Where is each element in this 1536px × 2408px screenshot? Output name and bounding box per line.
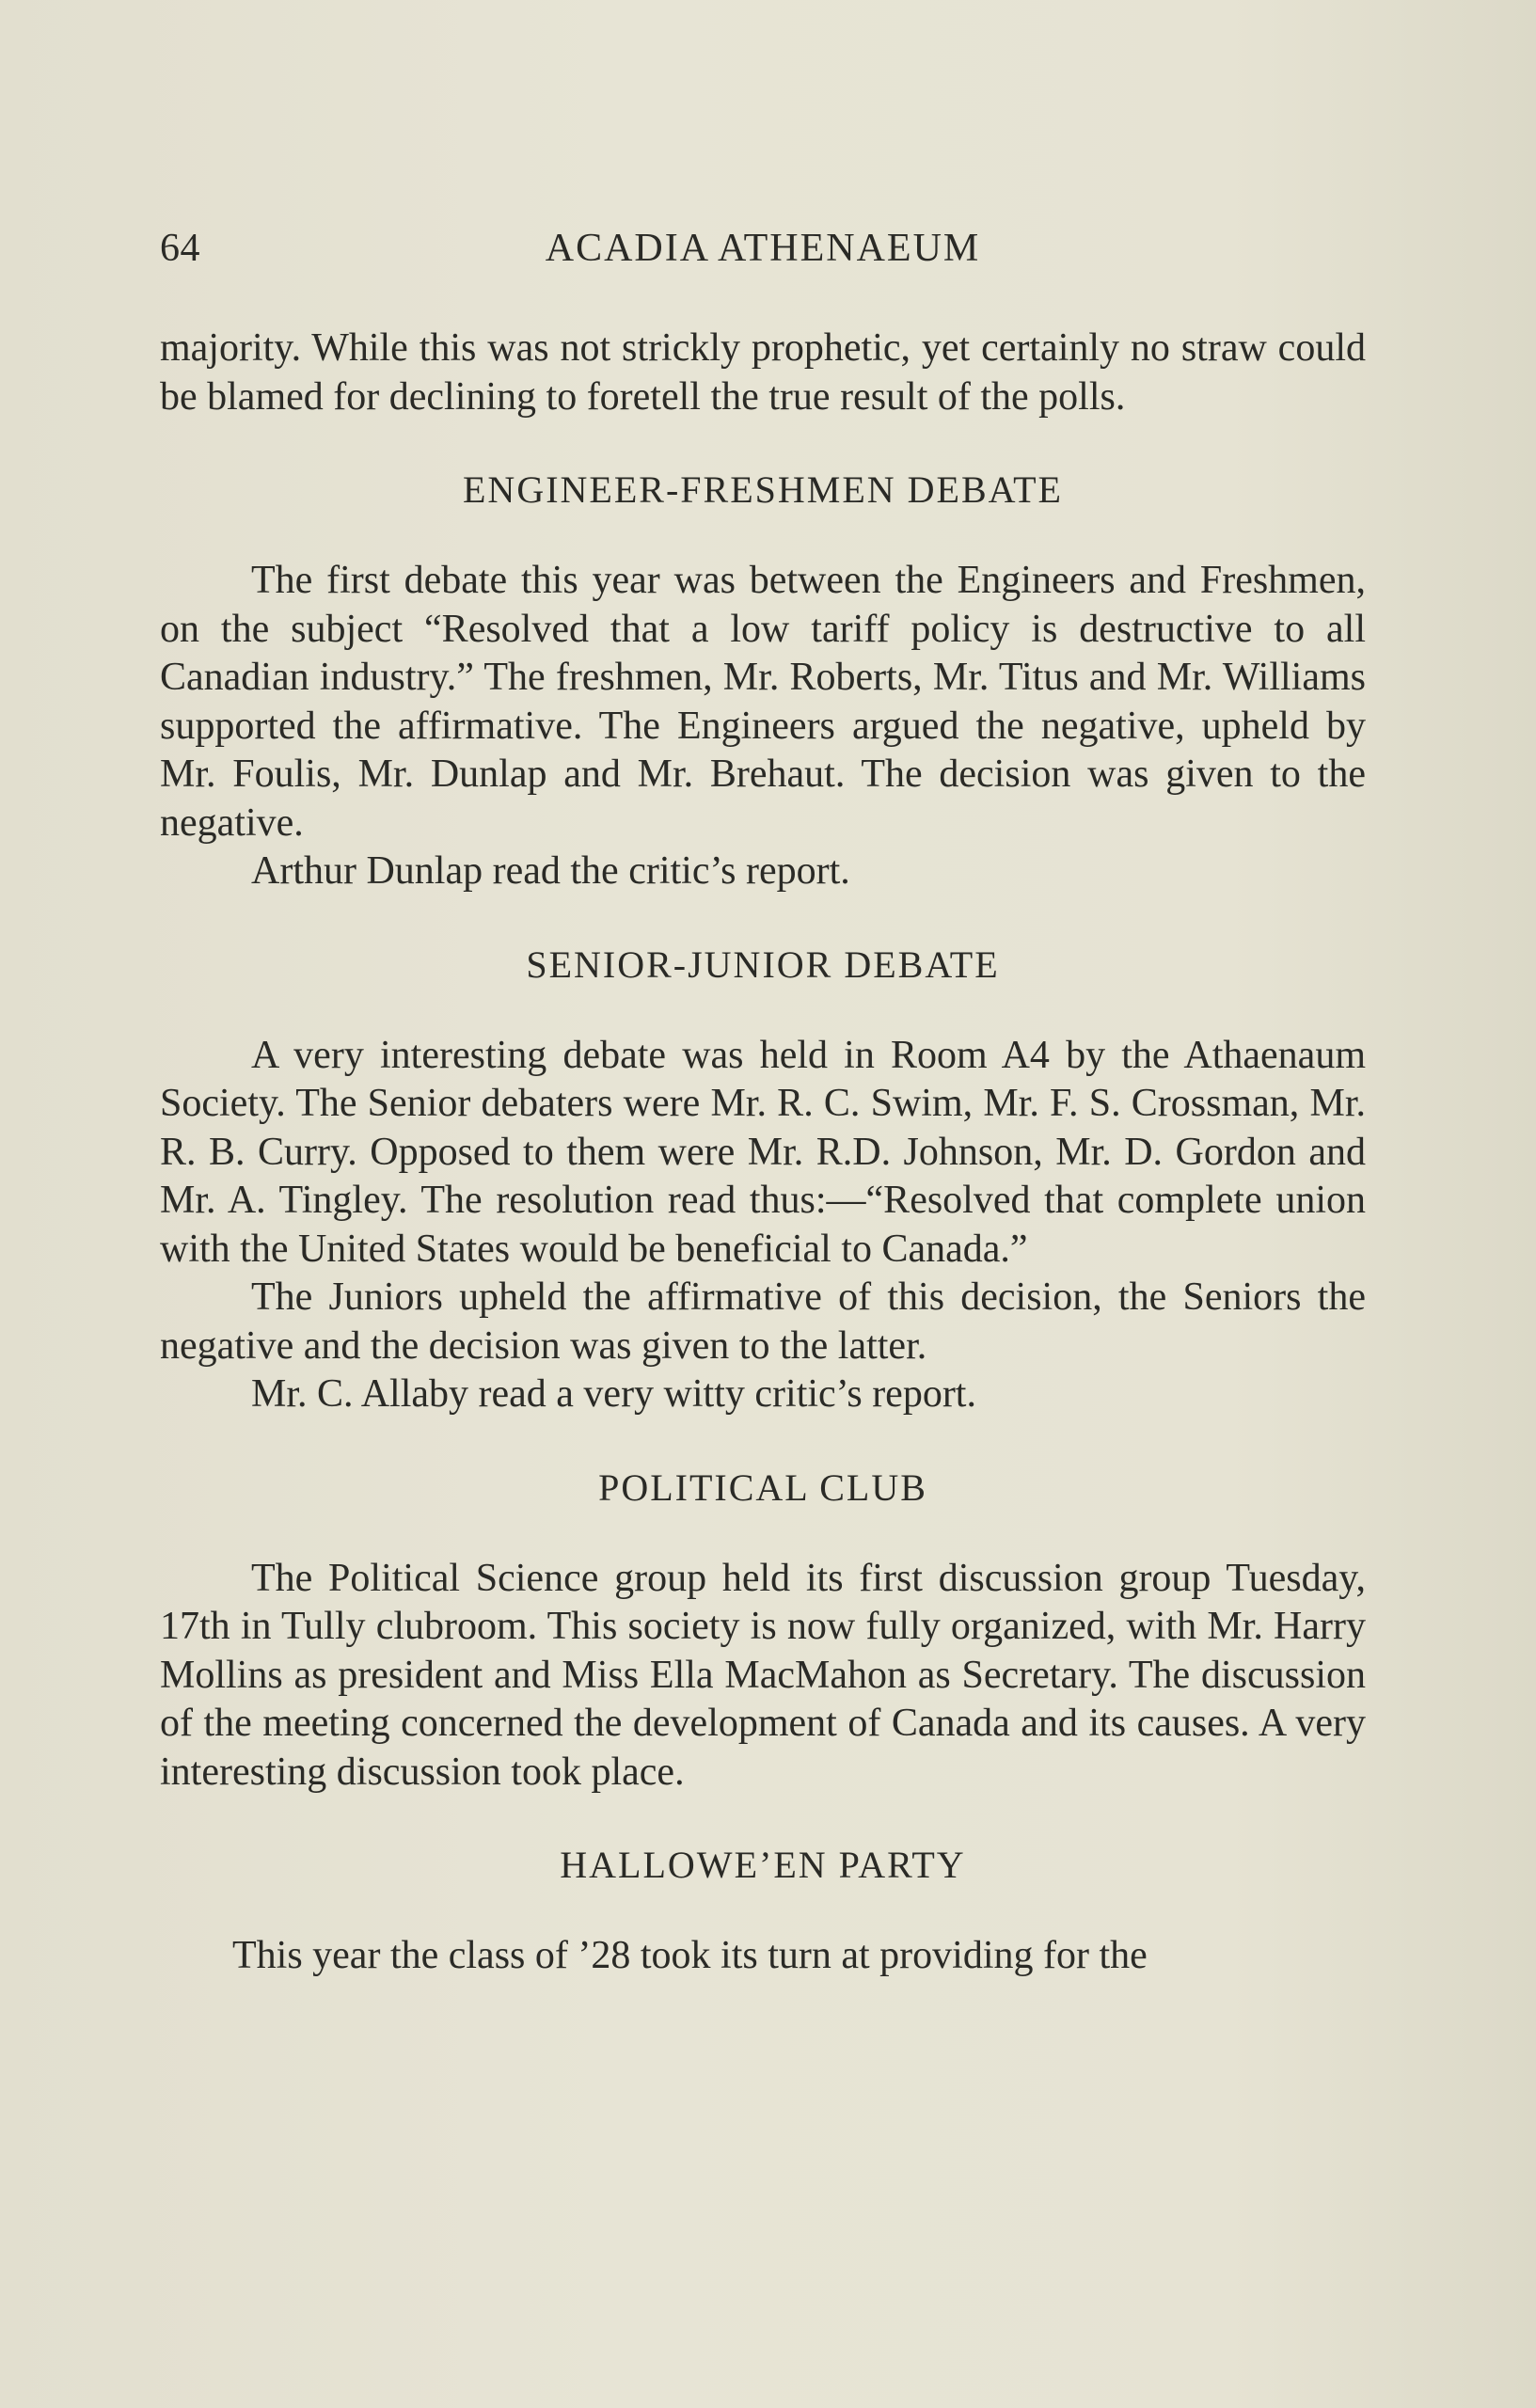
- senior-junior-paragraph-3: Mr. C. Allaby read a very witty critic’s report.: [251, 1372, 976, 1416]
- section-heading-engineer-freshmen: ENGINEER-FRESHMEN DEBATE: [463, 468, 1063, 511]
- engineer-freshmen-paragraph-2: Arthur Dunlap read the critic’s report.: [251, 849, 850, 893]
- halloween-paragraph-1: This year the class of ’28 took its turn at providing for the: [232, 1934, 1148, 1977]
- section-heading-senior-junior: SENIOR-JUNIOR DEBATE: [526, 943, 1000, 986]
- senior-junior-paragraph-2: The Juniors upheld the affirmative of this decision, the Seniors the negative and the decision was given to the latter.: [160, 1275, 1366, 1368]
- opening-paragraph: majority. While this was not strickly prophetic, yet certainly no straw could be blamed for declining to foretell the true result of the polls.: [160, 326, 1366, 419]
- page-number: 64: [160, 227, 200, 270]
- section-heading-political-club: POLITICAL CLUB: [598, 1465, 927, 1509]
- section-heading-halloween-party: HALLOWE’EN PARTY: [560, 1844, 966, 1886]
- engineer-freshmen-paragraph-1: The first debate this year was between the Engineers and Freshmen, on the subject “Resolved that a low tariff policy is destructive to all Canadian industry.” The freshmen, Mr. Roberts, Mr. Titus and Mr. Williams supported the affirmative. The Engineers argued the negative, upheld by Mr. Foulis, Mr. Dunlap and Mr. Brehaut. The decision was given to the negative.: [160, 559, 1366, 845]
- article-body: [160, 325, 1366, 1981]
- running-head: [160, 226, 1366, 282]
- senior-junior-paragraph-1: A very interesting debate was held in Room A4 by the Athaenaum Society. The Senior debaters were Mr. R. C. Swim, Mr. F. S. Crossman, Mr. R. B. Curry. Opposed to them were Mr. R.D. Johnson, Mr. D. Gordon and Mr. A. Tingley. The resolution read thus:—“Resolved that complete union with the United States would be beneficial to Canada.”: [160, 1033, 1366, 1271]
- journal-title: ACADIA ATHENAEUM: [545, 227, 981, 270]
- political-club-paragraph-1: The Political Science group held its first discussion group Tuesday, 17th in Tully clubroom. This society is now fully organized, with Mr. Harry Mollins as president and Miss Ella MacMahon as Secretary. The discussion of the meeting concerned the development of Canada and its causes. A very interesting discussion took place.: [160, 1556, 1366, 1794]
